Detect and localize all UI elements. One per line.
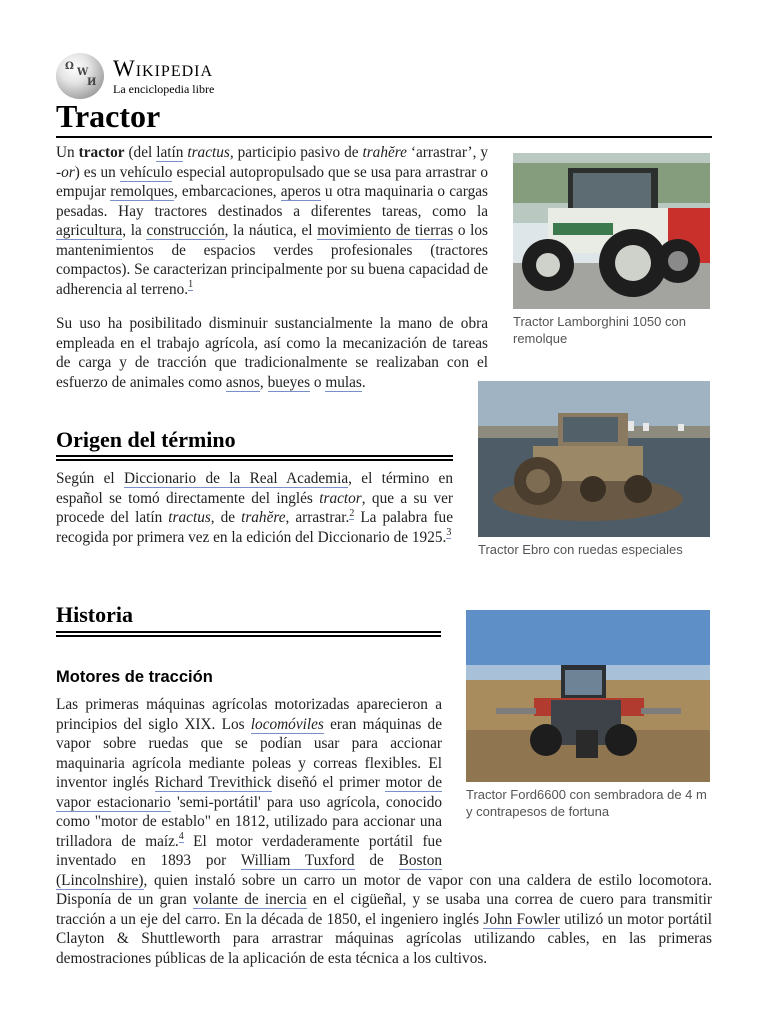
wikipedia-globe-icon: Ω W И [56,53,104,99]
link-vehiculo[interactable]: vehículo [119,163,173,181]
figure-ebro [478,381,710,558]
link-richard-trevithick[interactable]: Richard Trevithick [154,774,272,791]
origin-paragraph: Según el Diccionario de la Real Academia, el término en español se tomó directamente del inglés tractor, que a su ver procede del latín tractus, de trahĕre, arrastrar.$^2$ La palabra fue recogida por primera vez en la edición del Diccionario de 1925.$^3$ [56,470,453,546]
wikipedia-logo[interactable] [56,53,214,99]
section-heading-origen: Origen del término [56,427,236,452]
link-locomoviles[interactable]: locomóviles [250,715,324,733]
intro-paragraph-2: Su uso ha posibilitado disminuir sustancialmente la mano de obra empleada en el trabajo agrícola, así como la mecanización de tareas de carga y de tracción que tradicionalmente se realizaban con el esfuerzo de animales como asnos, bueyes o mulas. [56,315,488,391]
link-movimiento-de-tierras[interactable]: movimiento de tierras [317,222,454,239]
heading-rule [56,631,441,637]
link-bueyes[interactable]: bueyes [267,373,311,391]
float-spacer [442,695,712,854]
tractor-ebro-image[interactable] [478,381,710,537]
link-william-tuxford[interactable]: William Tuxford [240,852,355,869]
intro-paragraph-1: Un tractor (del latín tractus, participio pasivo de trahĕre ‘arrastrar’, y -or) es un vehículo especial autopropulsado que se usa para arrastrar o empujar remolques, embarcaciones, aperos u otra maquinaria o cargas pesadas. Hay tractores destinados a diferentes tareas, como la agricultura, la construcción, la náutica, el movimiento de tierras o los mantenimientos de espacios verdes profesionales (tractores compactos). Se caracterizan principalmente por su buena capacidad de adherencia al terreno.$^1$ [56,144,489,298]
link-diccionario-rae[interactable]: Diccionario de la Real Academia [123,470,349,487]
subsection-heading-motores: Motores de tracción [56,668,213,686]
reference-4[interactable]: 4 [178,831,184,843]
figure-caption: Tractor Ford6600 con sembradora de 4 m y contrapesos de fortuna [466,787,707,819]
link-motor-de-vapor-estacionario[interactable]: motor de vapor estacionario [56,774,442,811]
tractor-lamborghini-image[interactable] [513,153,710,309]
link-john-fowler[interactable]: John Fowler [483,910,560,928]
site-tagline: La enciclopedia libre [113,81,215,96]
link-asnos[interactable]: asnos [225,373,260,391]
link-construccion[interactable]: construcción [146,222,225,239]
site-name: Wikipedia [113,55,214,81]
page-title: Tractor [56,96,712,138]
reference-2[interactable]: 2 [349,507,355,519]
reference-1[interactable]: 1 [188,279,194,291]
link-remolques[interactable]: remolques [110,183,174,200]
link-aperos[interactable]: aperos [280,183,321,200]
link-mulas[interactable]: mulas [325,373,362,391]
link-volante-de-inercia[interactable]: volante de inercia [193,891,307,908]
heading-rule [56,455,453,461]
link-agricultura[interactable]: agricultura [56,222,123,239]
figure-lamborghini [513,153,710,347]
reference-3[interactable]: 3 [446,527,452,539]
link-boston-lincolnshire[interactable]: Boston (Lincolnshire) [56,852,442,889]
history-paragraph: Las primeras máquinas agrícolas motorizadas aparecieron a principios del siglo XIX. Los locomóviles eran máquinas de vapor sobre ruedas que se podían usar para accionar maquinaria agrícola mediante poleas y correas flexibles. El inventor inglés Richard Trevithick diseñó el primer motor de vapor estacionario 'semi-portátil' para uso agrícola, conocido como "motor de establo" en 1812, utilizado para accionar una trilladora de maíz.$^4$ El motor verdaderamente portátil fue inventado en 1893 por William Tuxford de Boston (Lincolnshire), quien instaló sobre un carro un motor de vapor con una caldera de estilo locomotora. Disponía de un gran volante de inercia en el cigüeñal, y se usaba una correa de cuero para transmitir tracción a un eje del carro. En la década de 1850, el ingeniero inglés John Fowler utilizó un motor portátil Clayton & Shuttleworth para arrastrar máquinas agrícolas utilizando cables, en las primeras demostraciones públicas de la aplicación de esta técnica a los cultivos. [56,696,712,967]
section-heading-historia: Historia [56,602,133,627]
figure-caption: Tractor Ebro con ruedas especiales [478,542,683,557]
figure-caption: Tractor Lamborghini 1050 con remolque [513,314,686,346]
link-latin[interactable]: latín [156,144,184,161]
wordmark [113,57,214,96]
